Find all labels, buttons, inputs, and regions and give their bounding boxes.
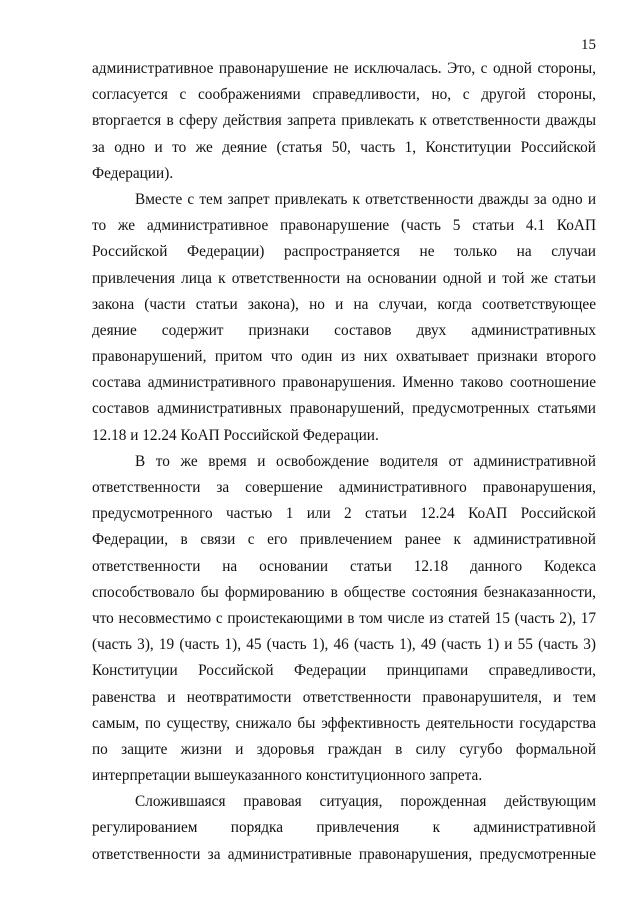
text-line: составов административных правонарушений, предусмотренных статьями <box>92 400 596 418</box>
text-line: ответственности на основании статьи 12.18 данного Кодекса <box>92 557 596 575</box>
text-line: (часть 3), 19 (часть 1), 45 (часть 1), 46 (часть 1), 49 (часть 1) и 55 (часть 3) <box>92 636 596 654</box>
text-line: ответственности за совершение административного правонарушения, <box>92 479 596 496</box>
text-line: за одно и то же деяние (статья 50, часть 1, Конституции Российской <box>92 138 596 156</box>
text-line: интерпретации вышеуказанного конституционного запрета. <box>92 767 483 785</box>
text-line: Федерации). <box>92 164 174 182</box>
text-line: самым, по существу, снижало бы эффективность деятельности государства <box>92 714 596 732</box>
text-line: то же административное правонарушение (часть 5 статьи 4.1 КоАП <box>92 217 596 235</box>
text-line: закона (части статьи закона), но и на случаи, когда соответствующее <box>92 295 596 313</box>
document-body <box>92 56 596 868</box>
text-line: 12.18 и 12.24 КоАП Российской Федерации. <box>92 426 379 444</box>
text-line: правонарушений, притом что один из них охватывает признаки второго <box>92 348 596 366</box>
text-line: регулированием порядка привлечения к административной <box>92 819 596 837</box>
page-number: 15 <box>581 37 596 53</box>
text-line: Федерации, в связи с его привлечением ранее к административной <box>92 531 596 549</box>
text-line: административное правонарушение не исключалась. Это, с одной стороны, <box>92 60 596 77</box>
text-line: вторгается в сферу действия запрета привлекать к ответственности дважды <box>92 112 596 130</box>
text-line: что несовместимо с проистекающими в том числе из статей 15 (часть 2), 17 <box>92 609 596 627</box>
text-line: ответственности за административные правонарушения, предусмотренные <box>92 845 596 863</box>
text-line: Вместе с тем запрет привлекать к ответственности дважды за одно и <box>135 190 596 208</box>
text-line: предусмотренного частью 1 или 2 статьи 12.24 КоАП Российской <box>92 505 596 523</box>
text-line: равенства и неотвратимости ответственности правонарушителя, и тем <box>92 688 596 706</box>
text-line: Сложившаяся правовая ситуация, порожденная действующим <box>135 793 596 811</box>
text-line: деяние содержит признаки составов двух административных <box>92 321 596 339</box>
text-line: по защите жизни и здоровья граждан в силу сугубо формальной <box>92 740 596 758</box>
text-line: Конституции Российской Федерации принципами справедливости, <box>92 662 596 680</box>
text-line: Российской Федерации) распространяется не только на случаи <box>92 243 596 261</box>
text-line: состава административного правонарушения. Именно таково соотношение <box>92 374 596 392</box>
text-line: привлечения лица к ответственности на основании одной и той же статьи <box>92 269 596 287</box>
text-line: согласуется с соображениями справедливости, но, с другой стороны, <box>92 86 596 104</box>
text-line: способствовало бы формированию в обществе состояния безнаказанности, <box>92 583 596 601</box>
text-line: В то же время и освобождение водителя от административной <box>135 452 596 470</box>
